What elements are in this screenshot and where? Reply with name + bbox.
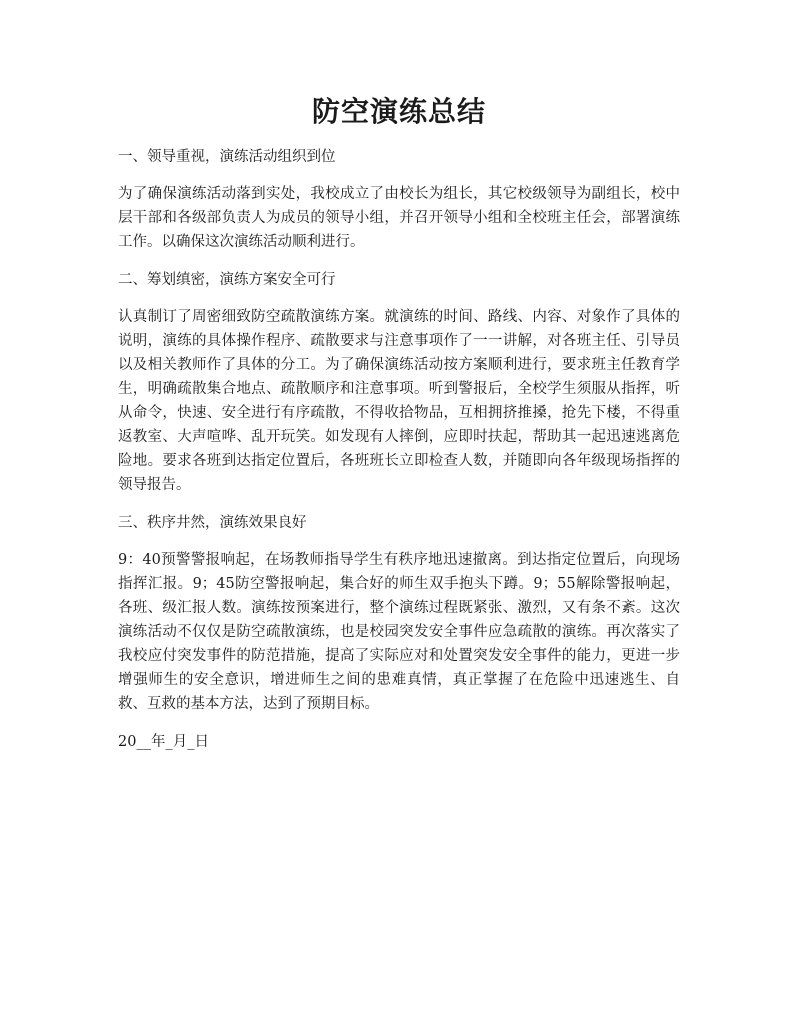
document-title: 防空演练总结 [311, 95, 486, 128]
date-line: 20__年_月_日 [118, 734, 209, 750]
section-paragraph: 认真制订了周密细致防空疏散演练方案。就演练的时间、路线、内容、对象作了具体的说明，演练的具体操作程序、疏散要求与注意事项作了一一讲解，对各班主任、引导员以及相关教师作了具体的分工。为了确保演练活动按方案顺利进行，要求班主任教育学生，明确疏散集合地点、疏散顺序和注意事项。听到警报后，全校学生须服从指挥，听从命令，快速、安全进行有序疏散，不得收拾物品，互相拥挤推搡，抢先下楼，不得重返教室、大声喧哗、乱开玩笑。如发现有人摔倒，应即时扶起，帮助其一起迅速逃离危险地。要求各班到达指定位置后，各班班长立即检查人数，并随即向各年级现场指挥的领导报告。 [118, 309, 680, 493]
section-1 [118, 146, 680, 254]
section-3 [118, 512, 680, 716]
section-heading: 一、领导重视，演练活动组织到位 [118, 149, 336, 165]
section-2 [118, 269, 680, 497]
section-heading: 三、秩序井然，演练效果良好 [118, 515, 307, 531]
section-heading: 二、筹划缜密，演练方案安全可行 [118, 272, 336, 288]
section-paragraph: 9：40预警警报响起，在场教师指导学生有秩序地迅速撤离。到达指定位置后，向现场指挥汇报。9；45防空警报响起，集合好的师生双手抱头下蹲。9；55解除警报响起，各班、级汇报人数。演练按预案进行，整个演练过程既紧张、激烈，又有条不紊。这次演练活动不仅仅是防空疏散演练，也是校园突发安全事件应急疏散的演练。再次落实了我校应付突发事件的防范措施，提高了实际应对和处置突发安全事件的能力，更进一步增强师生的安全意识，增进师生之间的患难真情，真正掌握了在危险中迅速逃生、自救、互救的基本方法，达到了预期目标。 [118, 552, 680, 712]
section-paragraph: 为了确保演练活动落到实处，我校成立了由校长为组长，其它校级领导为副组长，校中层干部和各级部负责人为成员的领导小组，并召开领导小组和全校班主任会，部署演练工作。以确保这次演练活动顺利进行。 [118, 186, 680, 250]
